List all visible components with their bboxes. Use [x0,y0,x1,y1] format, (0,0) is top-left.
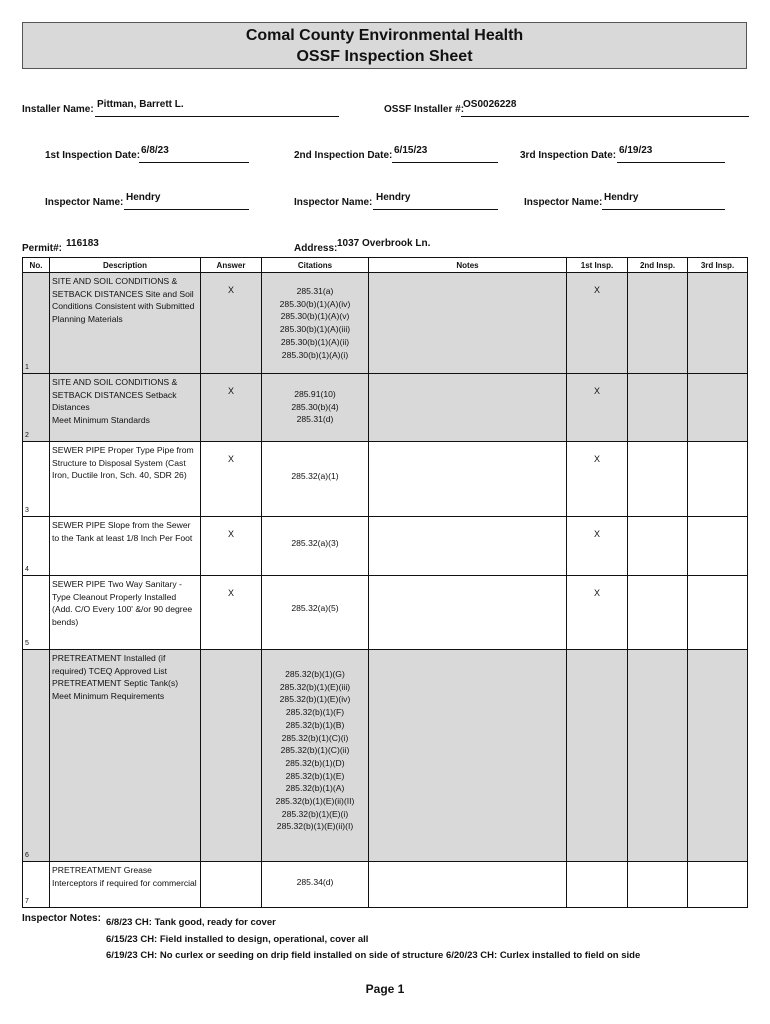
description-cell: SEWER PIPE Slope from the Sewer to the Tank at least 1/8 Inch Per Foot [50,517,201,576]
col-header-citations: Citations [262,258,369,273]
insp1-cell: X [567,273,628,374]
insp3-date-value: 6/19/23 [619,145,653,156]
answer-cell [201,862,262,908]
permit-label: Permit#: [22,243,63,254]
address-value: 1037 Overbrook Ln. [337,238,431,249]
insp2-cell [628,517,688,576]
form-subtitle: OSSF Inspection Sheet [296,48,473,65]
answer-cell: X [201,576,262,650]
row-number-cell [23,862,50,908]
row-number-cell [23,273,50,374]
row-number: 1 [25,364,29,371]
citations-cell: 285.31(a) 285.30(b)(1)(A)(iv) 285.30(b)(1)(A)(v) 285.30(b)(1)(A)(iii) 285.30(b)(1)(A)(ii) 285.30(b)(1)(A)(i) [262,273,369,374]
inspector1-value: Hendry [126,192,161,203]
notes-cell [369,273,567,374]
citations-cell: 285.91(10) 285.30(b)(4) 285.31(d) [262,374,369,442]
insp3-cell [688,576,748,650]
insp1-cell: X [567,374,628,442]
table-header-row [23,258,748,273]
table-row [23,273,748,374]
insp1-cell: X [567,576,628,650]
citations-cell: 285.34(d) [262,862,369,908]
insp3-cell [688,374,748,442]
ossf-installer-label: OSSF Installer #: [384,104,465,115]
row-number-cell [23,576,50,650]
inspector3-label: Inspector Name: [524,197,603,208]
insp2-date-underline [392,161,498,163]
row-number: 5 [25,640,29,647]
table-row [23,650,748,862]
insp3-cell [688,442,748,517]
description-cell: SITE AND SOIL CONDITIONS & SETBACK DISTANCES Site and Soil Conditions Consistent with Submitted Planning Materials [50,273,201,374]
description-cell: SEWER PIPE Proper Type Pipe from Structure to Disposal System (Cast Iron, Ductile Iron, Sch. 40, SDR 26) [50,442,201,517]
table-row [23,374,748,442]
table-row [23,442,748,517]
citations-cell: 285.32(a)(1) [262,442,369,517]
inspector1-underline [124,208,249,210]
row-number-cell [23,650,50,862]
col-header-insp1: 1st Insp. [567,258,628,273]
insp1-cell: X [567,517,628,576]
notes-cell [369,442,567,517]
insp2-cell [628,650,688,862]
col-header-insp2: 2nd Insp. [628,258,688,273]
insp1-cell [567,650,628,862]
insp1-cell [567,862,628,908]
insp3-cell [688,650,748,862]
col-header-notes: Notes [369,258,567,273]
insp2-cell [628,442,688,517]
installer-name-label: Installer Name: [22,104,94,115]
ossf-installer-underline [461,115,749,117]
row-number: 7 [25,898,29,905]
row-number: 4 [25,566,29,573]
insp2-date-label: 2nd Inspection Date: [294,150,393,161]
insp3-cell [688,273,748,374]
insp3-cell [688,862,748,908]
description-cell: SITE AND SOIL CONDITIONS & SETBACK DISTANCES Setback Distances Meet Minimum Standards [50,374,201,442]
inspector-note-line: 6/19/23 CH: No curlex or seeding on drip field installed on side of structure 6/20/23 CH: Curlex installed to field on side [106,950,641,961]
notes-cell [369,374,567,442]
notes-cell [369,517,567,576]
installer-name-underline [95,115,339,117]
col-header-description: Description [50,258,201,273]
inspection-table [22,257,748,908]
row-number: 3 [25,507,29,514]
inspector-note-line: 6/15/23 CH: Field installed to design, operational, cover all [106,934,369,945]
citations-cell: 285.32(b)(1)(G) 285.32(b)(1)(E)(iii) 285.32(b)(1)(E)(iv) 285.32(b)(1)(F) 285.32(b)(1)(B) 285.32(b)(1)(C)(i) 285.32(b)(1)(C)(ii) 285.32(b)(1)(D) 285.32(b)(1)(E) 285.32(b)(1)(A) 285.32(b)(1)(E)(ii)(II) 285.32(b)(1)(E)(i) 285.32(b)(1)(E)(ii)(I) [262,650,369,862]
description-cell: PRETREATMENT Grease Interceptors if required for commercial [50,862,201,908]
insp3-date-underline [617,161,725,163]
insp1-date-underline [139,161,249,163]
insp1-date-label: 1st Inspection Date: [45,150,141,161]
insp2-cell [628,374,688,442]
address-label: Address: [294,243,338,254]
citations-cell: 285.32(a)(3) [262,517,369,576]
insp2-date-value: 6/15/23 [394,145,428,156]
form-title: Comal County Environmental Health [245,27,524,44]
notes-cell [369,576,567,650]
row-number-cell [23,442,50,517]
description-cell: SEWER PIPE Two Way Sanitary - Type Cleanout Properly Installed (Add. C/O Every 100' &/or 90 degree bends) [50,576,201,650]
description-cell: PRETREATMENT Installed (if required) TCEQ Approved List PRETREATMENT Septic Tank(s) Meet Minimum Requirements [50,650,201,862]
permit-value: 116183 [66,238,99,249]
inspector3-underline [602,208,725,210]
ossf-installer-value: OS0026228 [463,99,517,110]
inspector-note-line: 6/8/23 CH: Tank good, ready for cover [106,917,276,928]
col-header-answer: Answer [201,258,262,273]
insp2-cell [628,576,688,650]
col-header-no: No. [23,258,50,273]
answer-cell: X [201,273,262,374]
citations-cell: 285.32(a)(5) [262,576,369,650]
form-title-box [22,22,747,69]
inspector-notes-label: Inspector Notes: [22,913,101,924]
insp1-cell: X [567,442,628,517]
installer-name-value: Pittman, Barrett L. [97,99,184,110]
row-number: 2 [25,432,29,439]
inspector3-value: Hendry [604,192,639,203]
inspector2-value: Hendry [376,192,411,203]
insp2-cell [628,862,688,908]
inspector1-label: Inspector Name: [45,197,124,208]
table-row [23,517,748,576]
row-number-cell [23,374,50,442]
inspector2-label: Inspector Name: [294,197,373,208]
answer-cell: X [201,442,262,517]
notes-cell [369,650,567,862]
row-number: 6 [25,852,29,859]
row-number-cell [23,517,50,576]
page-number: Page 1 [365,982,405,996]
notes-cell [369,862,567,908]
answer-cell [201,650,262,862]
answer-cell: X [201,374,262,442]
insp3-date-label: 3rd Inspection Date: [520,150,617,161]
answer-cell: X [201,517,262,576]
table-row [23,576,748,650]
inspector2-underline [373,208,498,210]
col-header-insp3: 3rd Insp. [688,258,748,273]
insp3-cell [688,517,748,576]
table-row [23,862,748,908]
insp1-date-value: 6/8/23 [141,145,169,156]
insp2-cell [628,273,688,374]
